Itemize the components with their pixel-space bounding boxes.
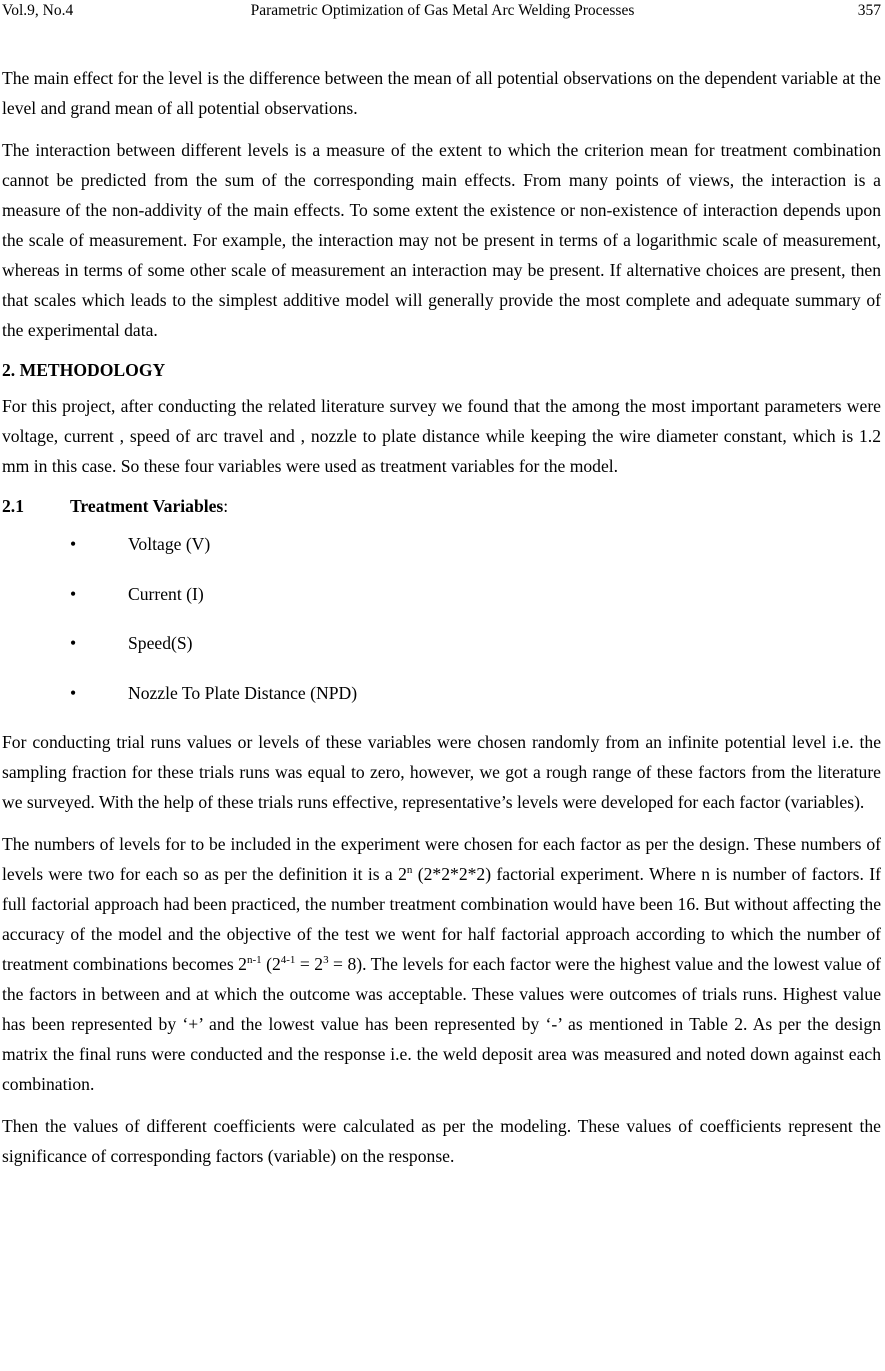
subsection-heading-treatment-variables (2, 491, 881, 521)
list-item (2, 628, 881, 678)
body-text (2, 63, 881, 1171)
list-item-text: Current (I) (128, 583, 204, 604)
treatment-variable-list (2, 529, 881, 727)
list-item (2, 529, 881, 579)
bullet-icon: • (70, 682, 77, 703)
paragraph-interaction: The interaction between different levels is a measure of the extent to which the criterion mean for treatment combination cannot be predicted from the sum of the corresponding main effects. From many points of views, the interaction is a measure of the non-addivity of the main effects. To some extent the existence or non-existence of interaction depends upon the scale of measurement. For example, the interaction may not be present in terms of a logarithmic scale of measurement, whereas in terms of some other scale of measurement an interaction may be present. If alternative choices are present, then that scales which leads to the simplest additive model will generally provide the most complete and adequate summary of the experimental data. (2, 140, 881, 340)
bullet-icon: • (70, 583, 77, 604)
page-number: 357 (857, 2, 881, 19)
section-heading-methodology: 2. METHODOLOGY (2, 360, 166, 380)
journal-volume: Vol.9, No.4 (2, 2, 74, 19)
bullet-icon: • (70, 534, 77, 554)
running-title: Parametric Optimization of Gas Metal Arc Welding Processes (250, 2, 635, 19)
paragraph-coefficients: Then the values of different coefficients were calculated as per the modeling. These values of coefficients represent the significance of corresponding factors (variable) on the response. (2, 1116, 881, 1166)
list-item-text: Speed(S) (128, 633, 193, 653)
subsection-title: Treatment Variables (70, 496, 224, 516)
list-item (2, 678, 881, 728)
subsection-number: 2.1 (2, 496, 24, 516)
paragraph-main-effect: The main effect for the level is the difference between the mean of all potential observations on the dependent variable at the level and grand mean of all potential observations. (2, 68, 881, 118)
running-header (0, 0, 885, 22)
paragraph-methodology: For this project, after conducting the related literature survey we found that the among the most important parameters were voltage, current , speed of arc travel and , nozzle to plate distance while keeping the wire diameter constant, which is 1.2 mm in this case. So these four variables were used as treatment variables for the model. (2, 396, 881, 476)
list-item-text: Voltage (V) (128, 534, 211, 554)
subsection-colon: : (223, 496, 229, 516)
list-item-text: Nozzle To Plate Distance (NPD) (128, 682, 358, 703)
paragraph-trial-runs: For conducting trial runs values or levels of these variables were chosen randomly from an infinite potential level i.e. the sampling fraction for these trials runs was equal to zero, however, we got a rough range of these factors from the literature we surveyed. With the help of these trials runs effective, representative’s levels were developed for each factor (variables). (2, 732, 881, 812)
paragraph-levels: The numbers of levels for to be included in the experiment were chosen for each factor as per the design. These numbers of levels were two for each so as per the definition it is a 2$^n$ (2*2*2*2) factorial experiment. Where n is number of factors. If full factorial approach had been practiced, the number treatment combination would have been 16. But without affecting the accuracy of the model and the objective of the test we went for half factorial approach according to which the number of treatment combinations becomes 2$^{n-1}$ $(2^{4-1} = 2^3 = 8)$. The levels for each factor were the highest value and the lowest value of the factors in between and at which the outcome was acceptable. These values were outcomes of trials runs. Highest value has been represented by ‘+’ and the lowest value has been represented by ‘-’ as mentioned in Table 2. As per the design matrix the final runs were conducted and the response i.e. the weld deposit area was measured and noted down against each combination. (2, 834, 881, 1094)
list-item (2, 579, 881, 629)
bullet-icon: • (70, 633, 77, 653)
